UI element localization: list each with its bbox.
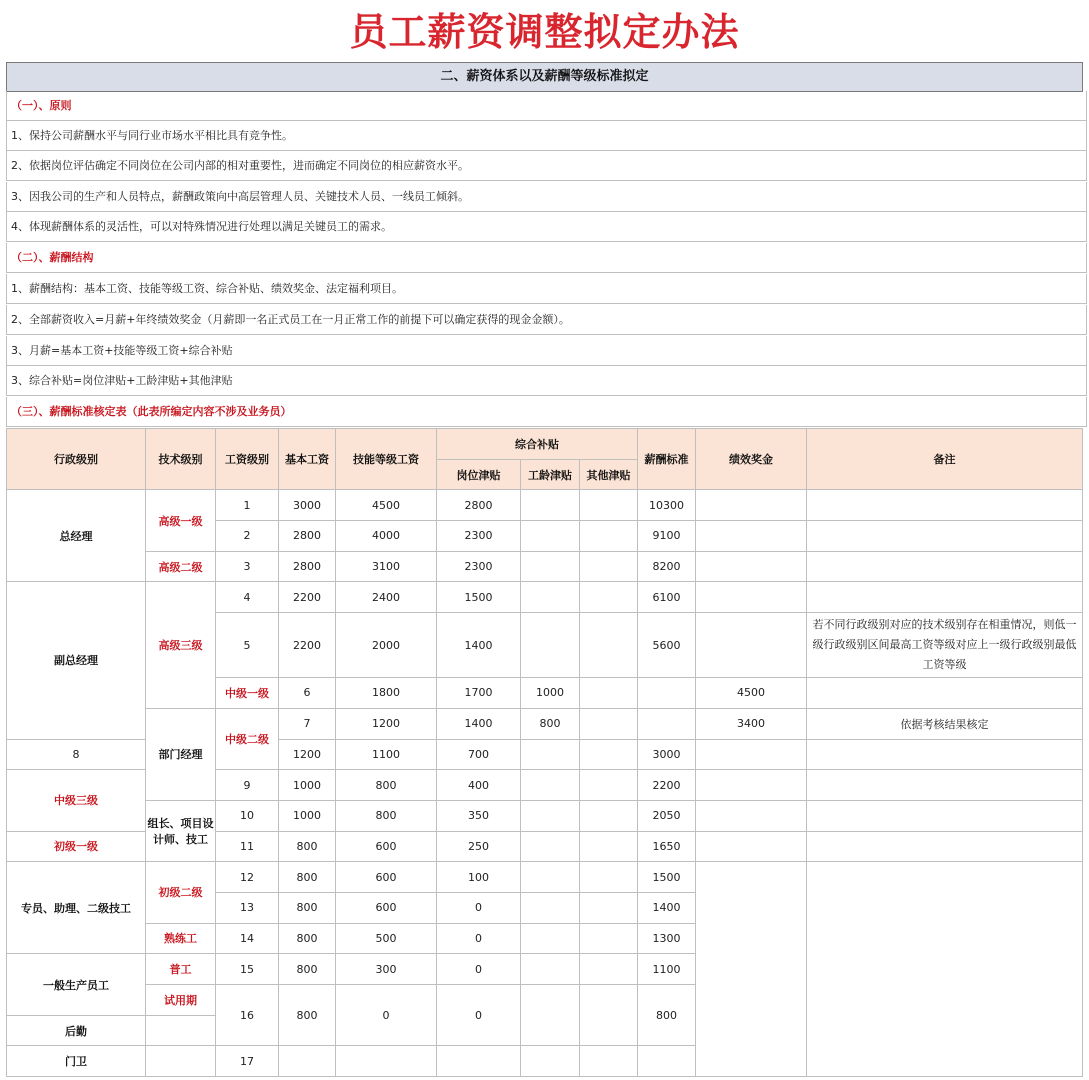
skill-cell: 500 [336,923,437,954]
tech-level-cell: 普工 [146,954,216,985]
tech-level-cell: 中级一级 [216,678,279,709]
remark-cell [807,831,1083,862]
table-row [7,490,1083,521]
grade-cell: 6 [279,678,336,709]
other-cell [580,739,638,770]
grade-cell: 5 [216,613,279,678]
table-row [7,708,1083,739]
other-cell [638,678,696,709]
grade-cell: 12 [216,862,279,893]
remark-cell [807,800,1083,831]
post-cell: 250 [437,831,521,862]
base-cell: 800 [279,923,336,954]
header-performance-bonus: 绩效奖金 [696,429,807,490]
base-cell: 2800 [279,551,336,582]
seniority-cell [521,521,580,552]
bonus-cell [696,521,807,552]
seniority-cell [521,862,580,893]
remark-cell [807,739,1083,770]
skill-cell: 3100 [336,551,437,582]
bonus-cell [696,582,807,613]
seniority-cell [521,770,580,801]
standard-cell: 1300 [638,923,696,954]
standard-cell: 10300 [638,490,696,521]
other-cell [580,490,638,521]
skill-cell: 2000 [336,613,437,678]
seniority-cell [521,892,580,923]
base-cell: 2200 [279,582,336,613]
post-cell: 0 [437,892,521,923]
seniority-cell [521,739,580,770]
standard-cell: 1100 [638,954,696,985]
bonus-cell [696,613,807,678]
remark-cell [807,582,1083,613]
table-row [7,862,1083,893]
bonus-cell [696,551,807,582]
seniority-cell [521,800,580,831]
base-cell: 800 [279,831,336,862]
structure-line-3: 3、月薪=基本工资+技能等级工资+综合补贴 [6,336,1087,366]
bonus-cell [696,862,807,1077]
structure-line-1: 1、薪酬结构：基本工资、技能等级工资、综合补贴、绩效奖金、法定福利项目。 [6,274,1087,304]
tech-level-cell [146,1046,216,1077]
skill-cell: 4000 [336,521,437,552]
seniority-cell [521,1046,580,1077]
post-cell: 2800 [437,490,521,521]
grade-cell: 2 [216,521,279,552]
grade-cell: 1 [216,490,279,521]
post-cell: 350 [437,800,521,831]
bonus-note: 依据考核结果核定 [807,708,1083,739]
tech-level-cell: 初级一级 [7,831,146,862]
other-cell [580,521,638,552]
base-cell: 2800 [279,521,336,552]
post-cell: 0 [437,923,521,954]
tech-level-cell: 高级一级 [146,490,216,551]
base-cell: 800 [279,954,336,985]
standard-cell: 1400 [638,892,696,923]
other-cell [580,985,638,1046]
grade-cell: 13 [216,892,279,923]
section-heading-principles: （一）、原则 [6,91,1087,121]
principle-line-3: 3、因我公司的生产和人员特点，薪酬政策向中高层管理人员、关键技术人员、一线员工倾斜。 [6,182,1087,212]
seniority-cell [521,923,580,954]
admin-level-cell: 组长、项目设计师、技工 [146,800,216,861]
post-cell: 100 [437,862,521,893]
table-row [7,800,1083,831]
grade-cell: 3 [216,551,279,582]
bonus-cell [696,770,807,801]
post-cell: 400 [437,770,521,801]
base-cell: 800 [279,892,336,923]
grade-cell: 10 [216,800,279,831]
other-cell [580,551,638,582]
standard-cell: 4500 [696,678,807,709]
post-cell: 2300 [437,551,521,582]
principle-line-1: 1、保持公司薪酬水平与同行业市场水平相比具有竞争性。 [6,121,1087,151]
other-cell [580,582,638,613]
header-seniority-allowance: 工龄津贴 [521,459,580,490]
post-cell: 2300 [437,521,521,552]
standard-cell: 800 [638,985,696,1046]
standard-cell: 2200 [638,770,696,801]
seniority-cell [521,551,580,582]
other-cell [580,862,638,893]
grade-cell: 9 [216,770,279,801]
header-salary-standard: 薪酬标准 [638,429,696,490]
seniority-cell [521,831,580,862]
other-cell [580,800,638,831]
post-cell: 0 [437,985,521,1046]
admin-level-cell: 一般生产员工 [7,954,146,1015]
section-heading-structure: （二）、薪酬结构 [6,243,1087,273]
other-cell [580,954,638,985]
base-cell: 1000 [279,800,336,831]
bonus-cell [696,800,807,831]
standard-cell: 1650 [638,831,696,862]
post-cell: 800 [521,708,580,739]
other-cell [580,892,638,923]
other-cell [580,770,638,801]
grade-cell: 7 [279,708,336,739]
standard-cell: 8200 [638,551,696,582]
standard-cell: 1500 [638,862,696,893]
table-row [7,582,1083,613]
remark-cell [807,551,1083,582]
other-cell [580,831,638,862]
base-cell: 800 [279,862,336,893]
other-cell [580,613,638,678]
header-subsidy: 综合补贴 [437,429,638,460]
base-cell: 3000 [279,490,336,521]
remark-cell [807,770,1083,801]
skill-cell: 800 [336,800,437,831]
base-cell: 1200 [279,739,336,770]
remark-cell [807,490,1083,521]
tech-level-cell: 初级二级 [146,862,216,923]
admin-level-cell: 后勤 [7,1015,146,1046]
tech-level-cell: 中级二级 [216,708,279,769]
skill-cell: 600 [336,892,437,923]
seniority-cell [580,678,638,709]
skill-cell: 1100 [336,739,437,770]
base-cell: 1200 [336,708,437,739]
standard-cell: 3400 [696,708,807,739]
tech-level-cell: 试用期 [146,985,216,1016]
seniority-cell [521,582,580,613]
post-cell: 0 [437,954,521,985]
other-cell [580,1046,638,1077]
skill-cell [336,1046,437,1077]
table-row [7,551,1083,582]
principle-line-4: 4、体现薪酬体系的灵活性，可以对特殊情况进行处理以满足关键员工的需求。 [6,212,1087,242]
seniority-cell [521,954,580,985]
header-base-wage: 基本工资 [279,429,336,490]
grade-cell: 16 [216,985,279,1046]
skill-cell: 1400 [437,708,521,739]
standard-cell: 6100 [638,582,696,613]
tech-level-cell: 熟练工 [146,923,216,954]
post-cell: 1500 [437,582,521,613]
header-tech-level: 技术级别 [146,429,216,490]
base-cell [279,1046,336,1077]
bonus-cell [696,831,807,862]
grade-cell: 11 [216,831,279,862]
skill-cell: 0 [336,985,437,1046]
grade-cell: 17 [216,1046,279,1077]
admin-level-cell: 门卫 [7,1046,146,1077]
skill-cell: 4500 [336,490,437,521]
base-cell: 1800 [336,678,437,709]
header-wage-grade: 工资级别 [216,429,279,490]
remark-cell [807,521,1083,552]
standard-cell [638,1046,696,1077]
post-cell: 1000 [521,678,580,709]
standard-cell: 2050 [638,800,696,831]
bonus-cell [696,739,807,770]
other-cell [580,923,638,954]
principle-line-2: 2、依据岗位评估确定不同岗位在公司内部的相对重要性，进而确定不同岗位的相应薪资水平。 [6,151,1087,181]
admin-level-cell: 部门经理 [146,708,216,800]
structure-line-2: 2、全部薪资收入=月薪+年终绩效奖金（月薪即一名正式员工在一月正常工作的前提下可以确定获得的现金金额）。 [6,305,1087,335]
skill-cell: 2400 [336,582,437,613]
other-cell [638,708,696,739]
section-banner: 二、薪资体系以及薪酬等级标准拟定 [6,62,1083,92]
grade-cell: 15 [216,954,279,985]
bonus-cell [807,678,1083,709]
tech-level-cell: 高级三级 [146,582,216,708]
header-skill-wage: 技能等级工资 [336,429,437,490]
grade-cell: 8 [7,739,146,770]
bonus-cell [696,490,807,521]
skill-cell: 1700 [437,678,521,709]
document-title: 员工薪资调整拟定办法 [349,10,740,54]
tech-level-cell: 高级二级 [146,551,216,582]
skill-cell: 300 [336,954,437,985]
tech-level-cell: 中级三级 [7,770,146,831]
seniority-cell [580,708,638,739]
header-post-allowance: 岗位津贴 [437,459,521,490]
header-remark: 备注 [807,429,1083,490]
seniority-cell [521,985,580,1046]
seniority-cell [521,613,580,678]
seniority-cell [521,490,580,521]
grade-cell: 14 [216,923,279,954]
post-cell [437,1046,521,1077]
standard-cell: 9100 [638,521,696,552]
grade-cell: 4 [216,582,279,613]
remark-cell [807,862,1083,1077]
post-cell: 1400 [437,613,521,678]
base-cell: 800 [279,985,336,1046]
admin-level-cell: 副总经理 [7,582,146,739]
remark-note: 若不同行政级别对应的技术级别存在相重情况，则低一级行政级别区间最高工资等级对应上一级行政级别最低工资等级 [807,613,1083,678]
structure-line-4: 3、综合补贴=岗位津贴+工龄津贴+其他津贴 [6,366,1087,396]
salary-standard-table [6,428,1083,1077]
admin-level-cell: 专员、助理、二级技工 [7,862,146,954]
skill-cell: 800 [336,770,437,801]
header-admin-level: 行政级别 [7,429,146,490]
section-heading-standard-table: （三）、薪酬标准核定表（此表所编定内容不涉及业务员） [6,397,1087,427]
skill-cell: 600 [336,831,437,862]
admin-level-cell: 总经理 [7,490,146,582]
skill-cell: 600 [336,862,437,893]
standard-cell: 5600 [638,613,696,678]
base-cell: 2200 [279,613,336,678]
header-other-allowance: 其他津贴 [580,459,638,490]
tech-level-cell [146,1015,216,1046]
post-cell: 700 [437,739,521,770]
base-cell: 1000 [279,770,336,801]
standard-cell: 3000 [638,739,696,770]
